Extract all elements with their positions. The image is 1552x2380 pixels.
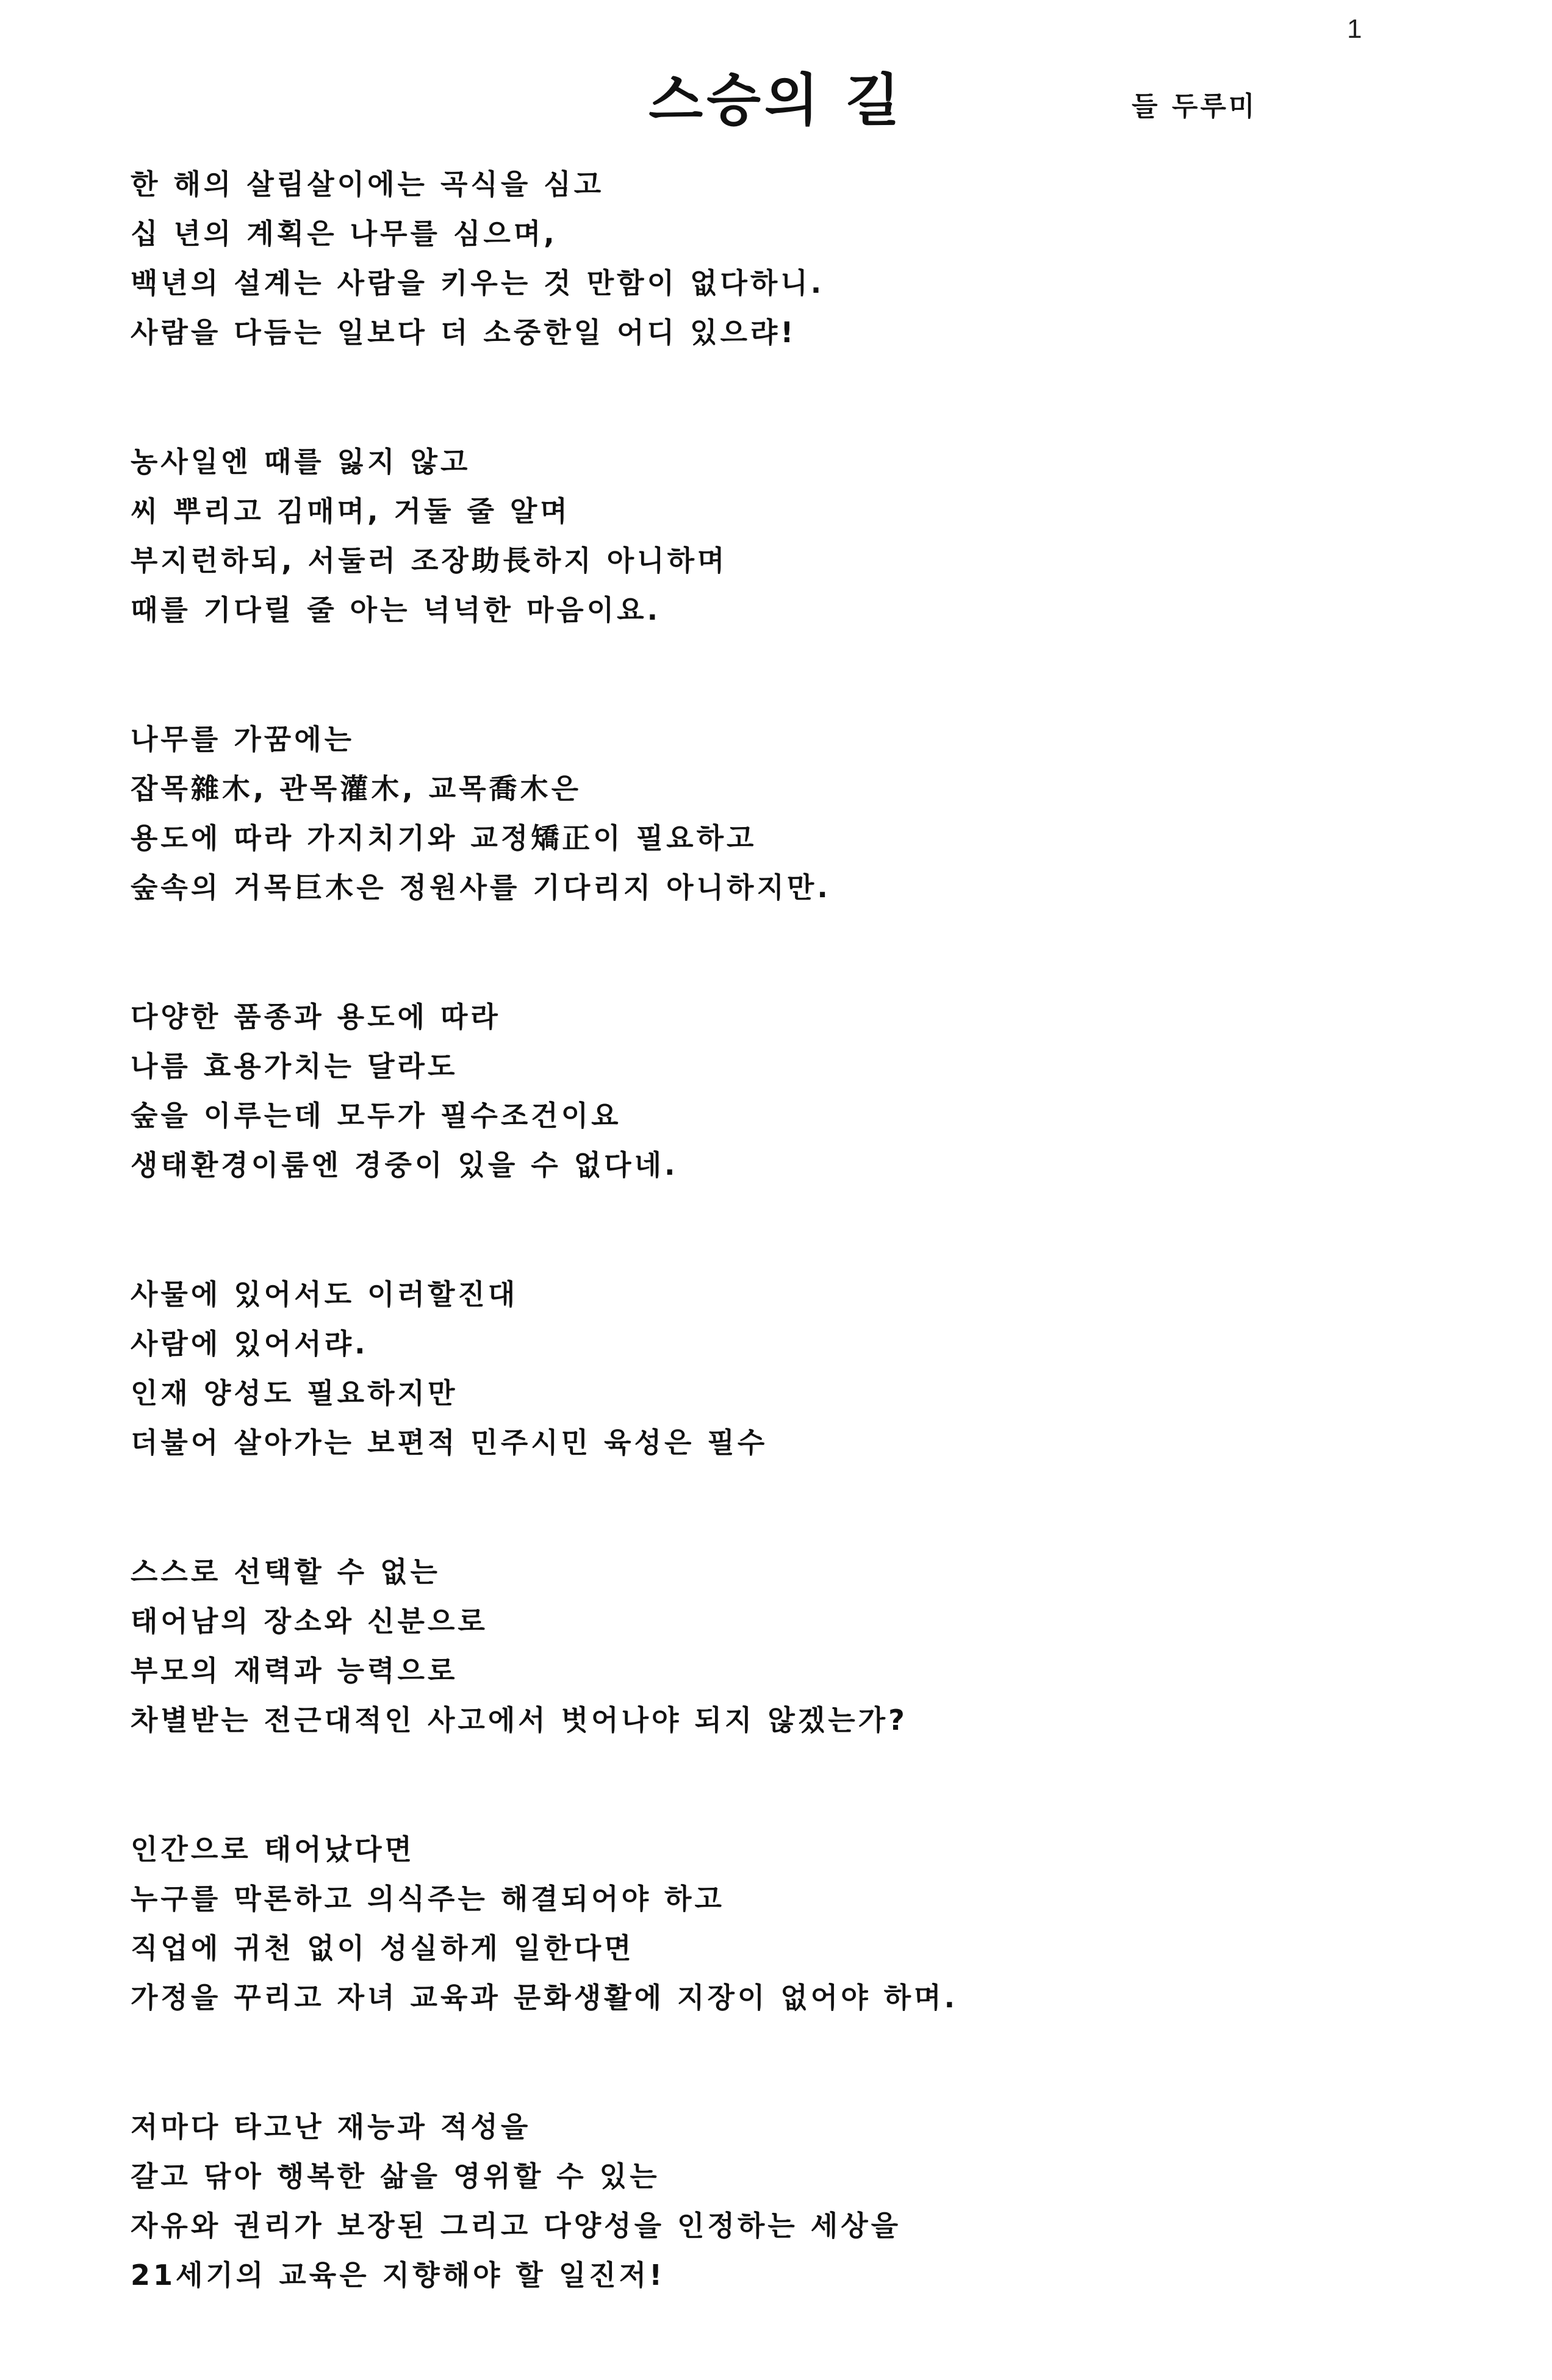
poem-line: 다양한 품종과 용도에 따라	[131, 1000, 501, 1033]
poem-author: 들 두루미	[1132, 91, 1257, 122]
poem-line: 숲속의 거목巨木은 정원사를 기다리지 아니하지만.	[131, 871, 831, 904]
poem-line: 부모의 재력과 능력으로	[131, 1654, 458, 1687]
stanza-4	[131, 992, 1473, 1190]
poem-line: 인간으로 태어났다면	[131, 1833, 415, 1866]
poem-line: 차별받는 전근대적인 사고에서 벗어나야 되지 않겠는가?	[131, 1704, 908, 1737]
poem-line: 잡목雜木, 관목灌木, 교목喬木은	[131, 772, 582, 805]
stanza-2	[131, 437, 1473, 635]
poem-line: 태어남의 장소와 신분으로	[131, 1605, 488, 1638]
poem-line: 부지런하되, 서둘러 조장助長하지 아니하며	[131, 544, 728, 577]
poem-line: 나름 효용가치는 달라도	[131, 1050, 458, 1083]
stanza-3	[131, 715, 1473, 912]
poem-line: 용도에 따라 가지치기와 교정矯正이 필요하고	[131, 822, 757, 855]
poem-line: 인재 양성도 필요하지만	[131, 1377, 458, 1410]
poem-line: 십 년의 계획은 나무를 심으며,	[131, 217, 558, 250]
poem-line: 백년의 설계는 사람을 키우는 것 만함이 없다하니.	[131, 267, 825, 299]
poem-title: 스승의 길	[648, 68, 904, 133]
stanza-6	[131, 1547, 1473, 1745]
poem-body	[131, 160, 1473, 2380]
poem-line: 사람을 다듬는 일보다 더 소중한일 어디 있으랴!	[131, 316, 797, 349]
poem-line: 한 해의 살림살이에는 곡식을 심고	[131, 168, 605, 201]
poem-line: 나무를 가꿈에는	[131, 723, 355, 756]
poem-line: 직업에 귀천 없이 성실하게 일한다면	[131, 1932, 634, 1965]
stanza-1	[131, 160, 1473, 357]
poem-line: 사람에 있어서랴.	[131, 1327, 368, 1360]
poem-line: 숲을 이루는데 모두가 필수조건이요	[131, 1099, 622, 1132]
page-number: 1	[1347, 14, 1362, 44]
poem-line: 누구를 막론하고 의식주는 해결되어야 하고	[131, 1882, 725, 1915]
poem-line: 저마다 타고난 재능과 적성을	[131, 2110, 531, 2143]
poem-line: 가정을 꾸리고 자녀 교육과 문화생활에 지장이 없어야 하며.	[131, 1981, 958, 2014]
poem-line: 씨 뿌리고 김매며, 거둘 줄 알며	[131, 495, 570, 528]
poem-line: 자유와 권리가 보장된 그리고 다양성을 인정하는 세상을	[131, 2209, 902, 2242]
stanza-8	[131, 2102, 1473, 2300]
stanza-7	[131, 1825, 1473, 2023]
poem-line: 갈고 닦아 행복한 삶을 영위할 수 있는	[131, 2160, 660, 2193]
poem-line: 스스로 선택할 수 없는	[131, 1555, 440, 1588]
poem-line: 농사일엔 때를 잃지 않고	[131, 445, 471, 478]
poem-line: 더불어 살아가는 보편적 민주시민 육성은 필수	[131, 1426, 768, 1459]
poem-line: 사물에 있어서도 이러할진대	[131, 1278, 519, 1311]
poem-line: 생태환경이룸엔 경중이 있을 수 없다네.	[131, 1149, 678, 1181]
poem-line: 21세기의 교육은 지향해야 할 일진저!	[131, 2259, 666, 2292]
stanza-5	[131, 1270, 1473, 1468]
poem-line: 때를 기다릴 줄 아는 넉넉한 마음이요.	[131, 593, 661, 626]
